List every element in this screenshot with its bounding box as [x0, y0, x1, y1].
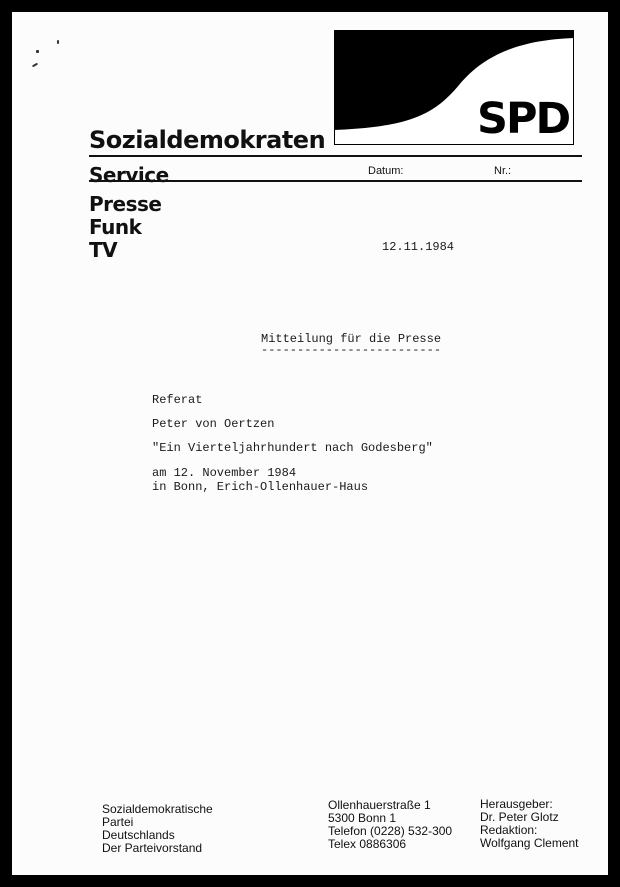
talk-title: "Ein Vierteljahrhundert nach Godesberg": [152, 441, 433, 455]
scan-mark: [32, 63, 38, 68]
letterhead-page: [12, 12, 608, 875]
document-heading: Mitteilung für die Presse: [261, 332, 442, 346]
document-date: 12.11.1984: [382, 240, 455, 254]
footer-party-line: Partei: [102, 815, 134, 829]
footer-address-line: Ollenhauerstraße 1: [328, 798, 431, 812]
scan-mark: [36, 50, 39, 53]
channel-presse: Presse: [89, 192, 162, 216]
service-label: Service: [89, 163, 169, 187]
organization-title: Sozialdemokraten: [89, 126, 326, 154]
speaker-name: Peter von Oertzen: [152, 417, 275, 431]
datum-label: Datum:: [368, 165, 404, 177]
footer-party-line: Der Parteivorstand: [102, 841, 203, 855]
footer-publisher-line: Wolfgang Clement: [480, 836, 579, 850]
event-date: am 12. November 1984: [152, 466, 297, 480]
footer-address-line: Telex 0886306: [328, 837, 407, 851]
header-rule-top: [89, 155, 582, 157]
scan-mark: [57, 40, 59, 44]
footer-address-line: 5300 Bonn 1: [328, 811, 397, 825]
footer-publisher-line: Dr. Peter Glotz: [480, 810, 559, 824]
spd-logo-text: SPD: [477, 94, 570, 144]
document-heading-underline: -------------------------: [261, 343, 442, 357]
footer-party-line: Sozialdemokratische: [102, 802, 213, 816]
footer-party-line: Deutschlands: [102, 828, 175, 842]
channel-tv: TV: [89, 238, 118, 262]
footer-address-line: Telefon (0228) 532-300: [328, 824, 453, 838]
footer-publisher-line: Redaktion:: [480, 823, 538, 837]
channel-funk: Funk: [89, 215, 142, 239]
document-type: Referat: [152, 393, 203, 407]
footer-publisher-line: Herausgeber:: [480, 797, 553, 811]
nr-label: Nr.:: [494, 165, 512, 177]
event-location: in Bonn, Erich-Ollenhauer-Haus: [152, 480, 369, 494]
